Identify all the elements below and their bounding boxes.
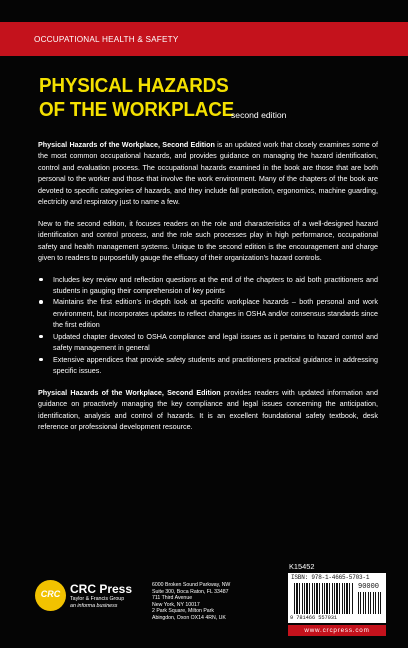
publisher-name: CRC Press — [70, 582, 133, 596]
feature-item — [38, 331, 378, 354]
paragraph-3-text: provides readers with updated information and guidance on proactively managing the key compliance and legal issues concerning the anticipation, identification, analysis and control of hazards. It is an excellent foundational safety textbook, desk reference or professional development resource. — [38, 387, 378, 431]
feature-item — [38, 274, 378, 297]
website-url: www.crcpress.com — [288, 625, 386, 636]
feature-text: Maintains the first edition's in-depth look at specific workplace hazards – both personal and work environment, but incorporates updates to reflect changes in OSHA and/or consensus standards since the first edition — [53, 297, 378, 330]
address-line: 711 Third Avenue — [152, 595, 193, 602]
feature-text: Updated chapter devoted to OSHA compliance and legal issues as it pertains to hazard control and safety management in general — [53, 331, 378, 353]
crc-logo-text: CRC — [40, 589, 61, 599]
publisher-address — [152, 582, 242, 622]
top-black-strip — [0, 0, 408, 22]
address-line: Abingdon, Oxon OX14 4RN, UK — [152, 614, 226, 621]
bullet-icon — [39, 278, 43, 282]
isbn-label: ISBN: 978-1-4665-5703-1 — [291, 574, 370, 581]
barcode — [288, 573, 386, 623]
feature-text: Extensive appendices that provide safety students and practitioners practical guidance in addressing specific issues. — [53, 354, 378, 376]
product-code: K15452 — [289, 562, 315, 571]
paragraph-1-text: is an updated work that closely examines some of the most common occupational hazards, and provides guidance on managing the hazard identification, control and evaluation process. The occupational hazards examined in the book are those that are both personal to the worker and those that involve the work environment. Many of the chapters of the book are devoted to specific categories of hazards, and they include fall protection, ergonomics, machine guarding, electricity and respiratory just to name a few. — [38, 140, 378, 207]
barcode-bars-icon — [294, 583, 354, 614]
description-paragraph-1 — [38, 139, 378, 208]
address-line: 6000 Broken Sound Parkway, NW — [152, 582, 231, 588]
feature-text: Includes key review and reflection questions at the end of the chapters to aid both practitioners and students in gauging their comprehension of key points — [53, 274, 378, 295]
book-name-bold: Physical Hazards of the Workplace, Second Edition — [38, 140, 215, 149]
description-paragraph-2: New to the second edition, it focuses readers on the role and characteristics of a well-designed hazard identification and control process, and the role such processes play in high performance, occupational safety and health management systems. Unique to the second edition is the encouragement and charge given to readers to purposefully gauge the efficacy of their organization's hazard controls. — [38, 218, 378, 263]
back-cover-description — [38, 139, 378, 442]
feature-item — [38, 354, 378, 377]
bullet-icon — [39, 300, 43, 304]
bullet-icon — [39, 335, 43, 339]
title-line-2: OF THE WORKPLACE — [39, 98, 235, 121]
feature-item — [38, 296, 378, 330]
bullet-icon — [39, 358, 43, 362]
address-line: 2 Park Square, Milton Park — [152, 608, 214, 615]
publisher-tagline: an informa business — [70, 603, 118, 609]
feature-list — [38, 274, 378, 377]
price-code: 90000 — [358, 583, 380, 591]
barcode-digits: 9 781466 557031 — [290, 615, 338, 621]
barcode-addon-bars-icon — [358, 592, 382, 614]
edition-label: second edition — [231, 110, 287, 120]
description-paragraph-3 — [38, 387, 378, 433]
address-line: Suite 300, Boca Raton, FL 33487 — [152, 588, 229, 595]
address-line: New York, NY 10017 — [152, 601, 200, 608]
publisher-group: Taylor & Francis Group — [70, 596, 125, 602]
book-title — [39, 74, 379, 122]
crc-logo-icon — [35, 580, 66, 611]
series-band — [0, 22, 408, 56]
title-line-1: PHYSICAL HAZARDS — [39, 74, 229, 97]
series-label: OCCUPATIONAL HEALTH & SAFETY — [34, 35, 179, 44]
publisher-block — [70, 583, 132, 610]
book-name-bold: Physical Hazards of the Workplace, Second Edition — [38, 387, 221, 397]
